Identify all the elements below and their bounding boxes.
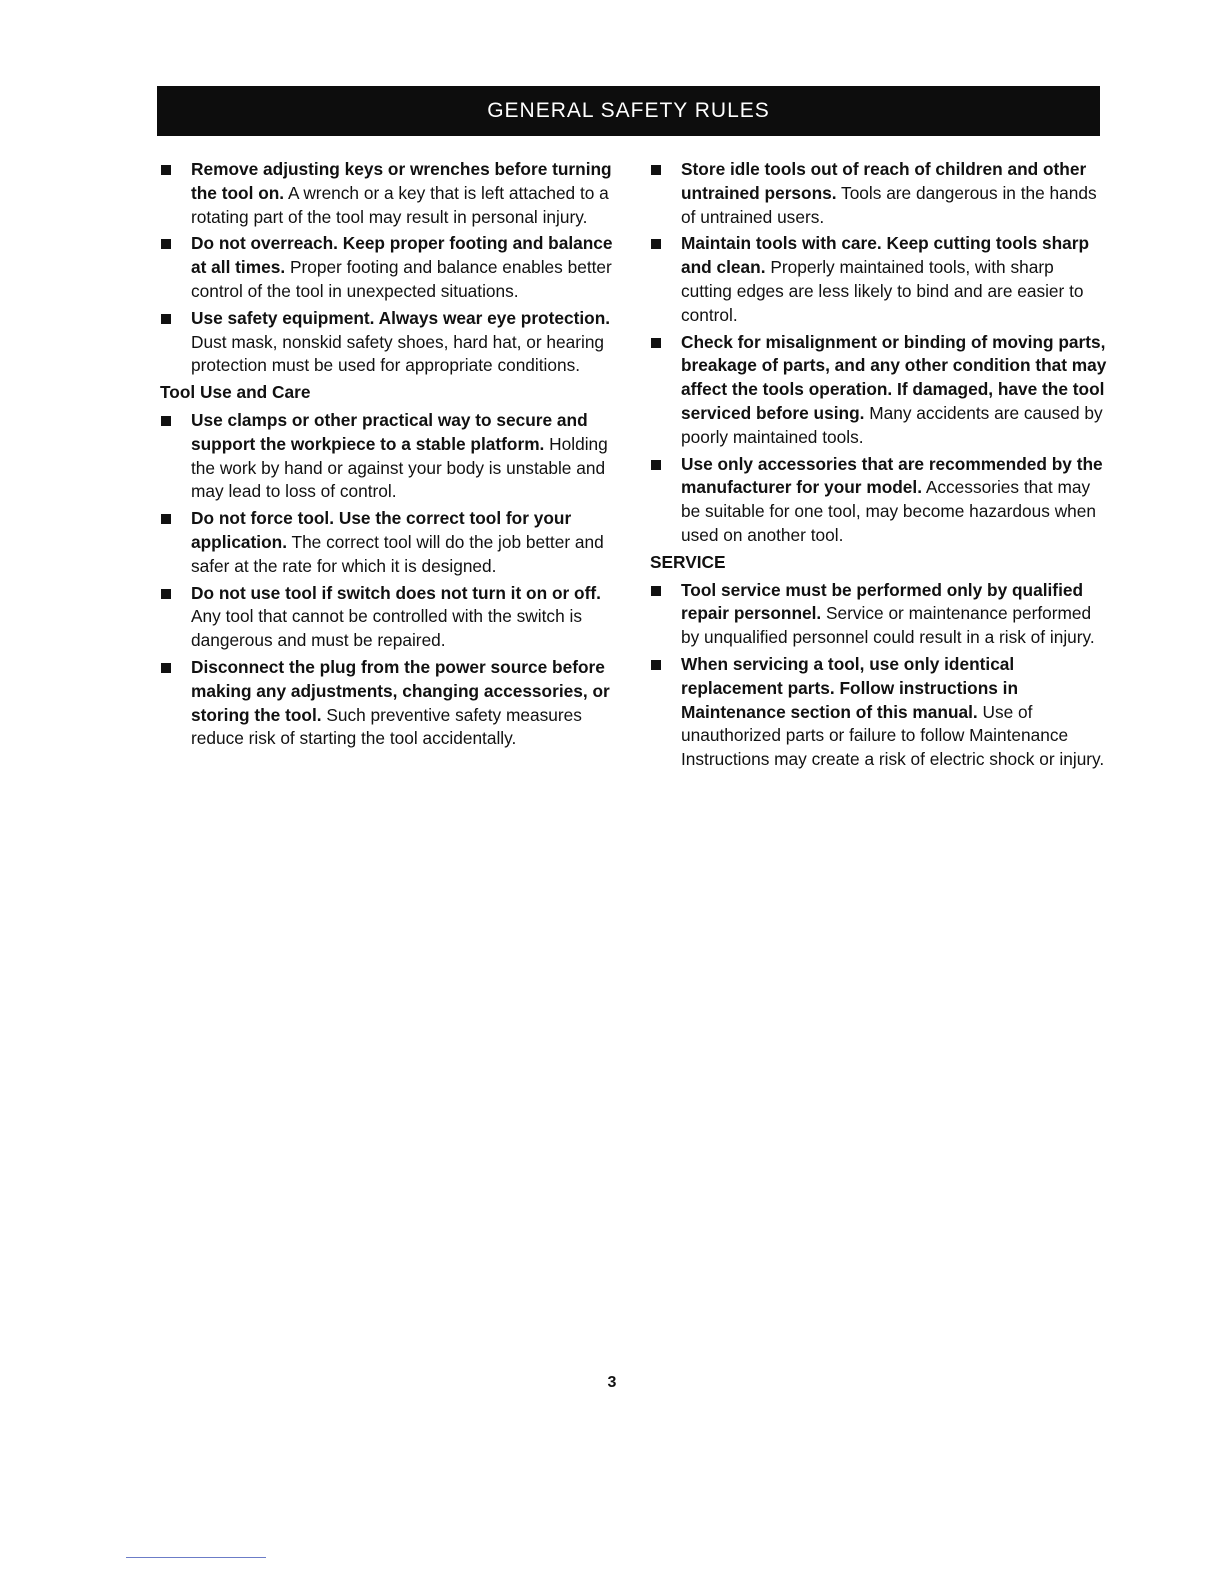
- rule-body-text: The correct tool will do the job better and safer at the rate for which it is designed.: [191, 531, 604, 576]
- rule-item: [647, 331, 1107, 450]
- rule-body-text: Service or maintenance performed by unqualified personnel could result in a risk of injury.: [681, 603, 1095, 648]
- rule-bold-text: Use clamps or other practical way to secure and support the workpiece to a stable platform.: [191, 409, 588, 454]
- right-column: [647, 158, 1107, 775]
- square-bullet-icon: [161, 165, 171, 175]
- square-bullet-icon: [161, 514, 171, 524]
- rule-bold-text: Do not use tool if switch does not turn it on or off.: [191, 582, 601, 603]
- rule-bold-text: Disconnect the plug from the power source before making any adjustments, changing accessories, or storing the tool.: [191, 656, 610, 725]
- rule-bold-text: Use safety equipment. Always wear eye protection.: [191, 307, 611, 328]
- rule-body-text: Properly maintained tools, with sharp cutting edges are less likely to bind and are easier to control.: [681, 257, 1084, 325]
- rule-bold-text: Maintain tools with care. Keep cutting tools sharp and clean.: [681, 233, 1090, 278]
- rule-body-text: Use of unauthorized parts or failure to follow Maintenance Instructions may create a risk of electric shock or injury.: [681, 701, 1105, 770]
- rule-item: [647, 653, 1107, 772]
- rule-bold-text: Store idle tools out of reach of children and other untrained persons.: [681, 159, 1087, 203]
- rule-body-text: Such preventive safety measures reduce risk of starting the tool accidentally.: [191, 704, 582, 749]
- square-bullet-icon: [651, 165, 661, 175]
- square-bullet-icon: [651, 338, 661, 348]
- rule-item: [157, 656, 627, 751]
- rule-body-text: Accessories that may be suitable for one tool, may become hazardous when used on another tool.: [681, 477, 1097, 545]
- section-title: GENERAL SAFETY RULES: [487, 99, 770, 122]
- rule-item: [157, 158, 627, 229]
- rule-item: [157, 507, 627, 578]
- rule-body-text: Tools are dangerous in the hands of untrained users.: [681, 182, 1097, 227]
- square-bullet-icon: [161, 239, 171, 249]
- rule-body-text: Many accidents are caused by poorly maintained tools.: [681, 402, 1103, 447]
- rule-bold-text: Use only accessories that are recommended by the manufacturer for your model.: [681, 453, 1103, 498]
- rule-bold-text: Remove adjusting keys or wrenches before turning the tool on.: [191, 159, 612, 203]
- rule-bold-text: Tool service must be performed only by qualified repair personnel.: [681, 579, 1084, 624]
- rule-item: [157, 307, 627, 378]
- rule-body-text: Dust mask, nonskid safety shoes, hard hat, or hearing protection must be used for appropriate conditions.: [191, 331, 605, 376]
- rule-item: [157, 409, 627, 504]
- page-number: 3: [607, 1374, 617, 1391]
- rule-item: [647, 232, 1107, 327]
- square-bullet-icon: [161, 314, 171, 324]
- left-column: [157, 158, 627, 754]
- rule-item: [157, 232, 627, 303]
- rule-bold-text: When servicing a tool, use only identical replacement parts. Follow instructions in Maintenance section of this manual.: [681, 653, 1019, 722]
- square-bullet-icon: [651, 239, 661, 249]
- rule-body-text: Proper footing and balance enables better control of the tool in unexpected situations.: [191, 257, 612, 301]
- rule-item: [647, 579, 1107, 650]
- rule-body-text: Any tool that cannot be controlled with the switch is dangerous and must be repaired.: [191, 606, 582, 651]
- scan-edge-line: [126, 1557, 266, 1558]
- square-bullet-icon: [651, 586, 661, 596]
- square-bullet-icon: [161, 663, 171, 673]
- rule-body-text: A wrench or a key that is left attached to a rotating part of the tool may result in personal injury.: [191, 182, 609, 227]
- square-bullet-icon: [161, 416, 171, 426]
- rule-item: [647, 453, 1107, 548]
- square-bullet-icon: [651, 460, 661, 470]
- square-bullet-icon: [161, 589, 171, 599]
- rule-bold-text: Check for misalignment or binding of moving parts, breakage of parts, and any other condition that may affect the tools operation. If damaged, have the tool serviced before using.: [681, 331, 1107, 423]
- rule-bold-text: Do not force tool. Use the correct tool for your application.: [191, 508, 572, 552]
- rule-bold-text: Do not overreach. Keep proper footing and balance at all times.: [191, 233, 613, 278]
- subheading-tool-use-and-care: Tool Use and Care: [160, 382, 311, 403]
- square-bullet-icon: [651, 660, 661, 670]
- rule-body-text: Holding the work by hand or against your body is unstable and may lead to loss of control.: [191, 433, 608, 502]
- section-header: [157, 86, 1100, 136]
- rule-item: [157, 582, 627, 653]
- rule-item: [647, 158, 1107, 229]
- subheading-service: SERVICE: [650, 551, 726, 572]
